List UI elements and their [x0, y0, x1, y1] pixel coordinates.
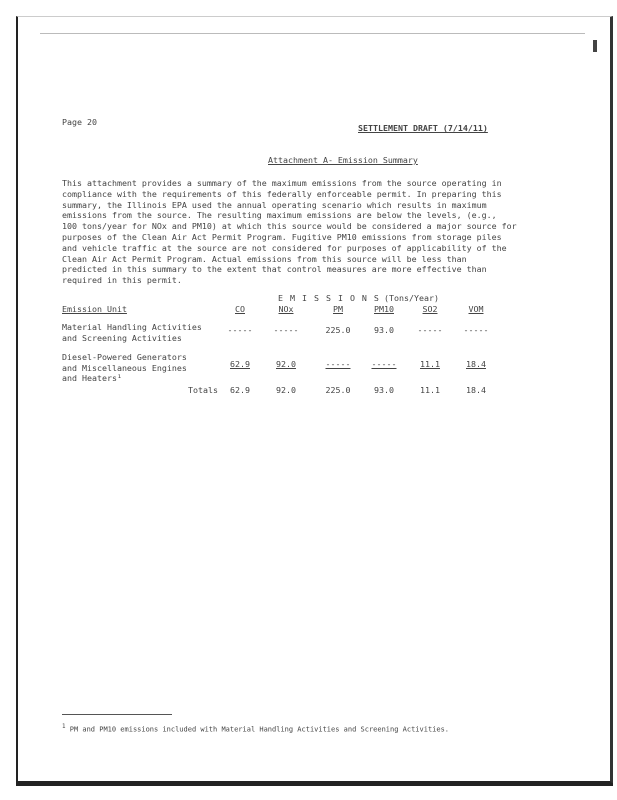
paragraph-line: 100 tons/year for NOx and PM10) at which this source would be considered a major source for	[62, 221, 517, 232]
table-cell: 62.9	[230, 359, 250, 369]
col-header-pm: PM	[333, 304, 343, 314]
paragraph-line: compliance with the requirements of this federally enforceable permit. In preparing this	[62, 188, 502, 199]
footnote-rule	[62, 714, 172, 715]
footnote-marker: 1	[62, 724, 66, 730]
table-row-label: Material Handling Activities and Screening Activities	[62, 322, 202, 343]
table-cell: 225.0	[325, 325, 351, 335]
paragraph-line: Clean Air Act Permit Program. Actual emissions from this source will be less than	[62, 253, 467, 264]
table-cell: -----	[371, 359, 397, 369]
summary-paragraph	[62, 178, 560, 286]
paragraph-line: purposes of the Clean Air Act Permit Program. Fugitive PM10 emissions from storage piles	[62, 231, 502, 242]
col-header-nox: NOx	[278, 304, 294, 314]
totals-cell: 18.4	[466, 385, 486, 395]
unit-column-header: Emission Unit	[62, 304, 127, 314]
col-header-pm10: PM10	[374, 304, 394, 314]
table-cell: 18.4	[466, 359, 486, 369]
table-cell: -----	[273, 325, 299, 335]
table-cell: -----	[227, 325, 253, 335]
top-rule	[40, 33, 585, 34]
totals-cell: 92.0	[276, 385, 296, 395]
paragraph-line: and vehicle traffic at the source are not considered for purposes of applicability of the	[62, 242, 507, 253]
units-header: (Tons/Year)	[384, 293, 439, 303]
page-frame	[16, 16, 613, 784]
totals-label: Totals	[188, 385, 218, 395]
paragraph-line: required in this permit.	[62, 275, 182, 286]
col-header-vom: VOM	[468, 304, 484, 314]
bottom-rule	[16, 783, 613, 786]
binding-mark	[593, 40, 597, 52]
totals-cell: 11.1	[420, 385, 440, 395]
group-header: E M I S S I O N S	[278, 293, 380, 303]
table-cell: -----	[325, 359, 351, 369]
col-header-co: CO	[235, 304, 245, 314]
table-cell: 11.1	[420, 359, 440, 369]
footnote	[62, 722, 449, 734]
paragraph-line: summary, the Illinois EPA used the annual operating scenario which results in maximum	[62, 199, 487, 210]
col-header-so2: SO2	[422, 304, 438, 314]
totals-cell: 93.0	[374, 385, 394, 395]
table-cell: -----	[417, 325, 443, 335]
totals-cell: 225.0	[325, 385, 351, 395]
paragraph-line: predicted in this summary to the extent that control measures are more effective than	[62, 264, 487, 275]
paragraph-line: emissions from the source. The resulting maximum emissions are below the levels, (e.g.,	[62, 210, 497, 221]
table-cell: 93.0	[374, 325, 394, 335]
totals-cell: 62.9	[230, 385, 250, 395]
table-cell: 92.0	[276, 359, 296, 369]
draft-label: SETTLEMENT DRAFT (7/14/11)	[358, 123, 488, 133]
footnote-text: PM and PM10 emissions included with Material Handling Activities and Screening Activities.	[69, 725, 450, 734]
table-row-label: Diesel-Powered Generators and Miscellaneous Engines and Heaters¹	[62, 352, 187, 383]
table-cell: -----	[463, 325, 489, 335]
document-title: Attachment A- Emission Summary	[268, 155, 418, 165]
paragraph-line: This attachment provides a summary of the maximum emissions from the source operating in	[62, 178, 502, 188]
page-label: Page 20	[62, 117, 97, 127]
